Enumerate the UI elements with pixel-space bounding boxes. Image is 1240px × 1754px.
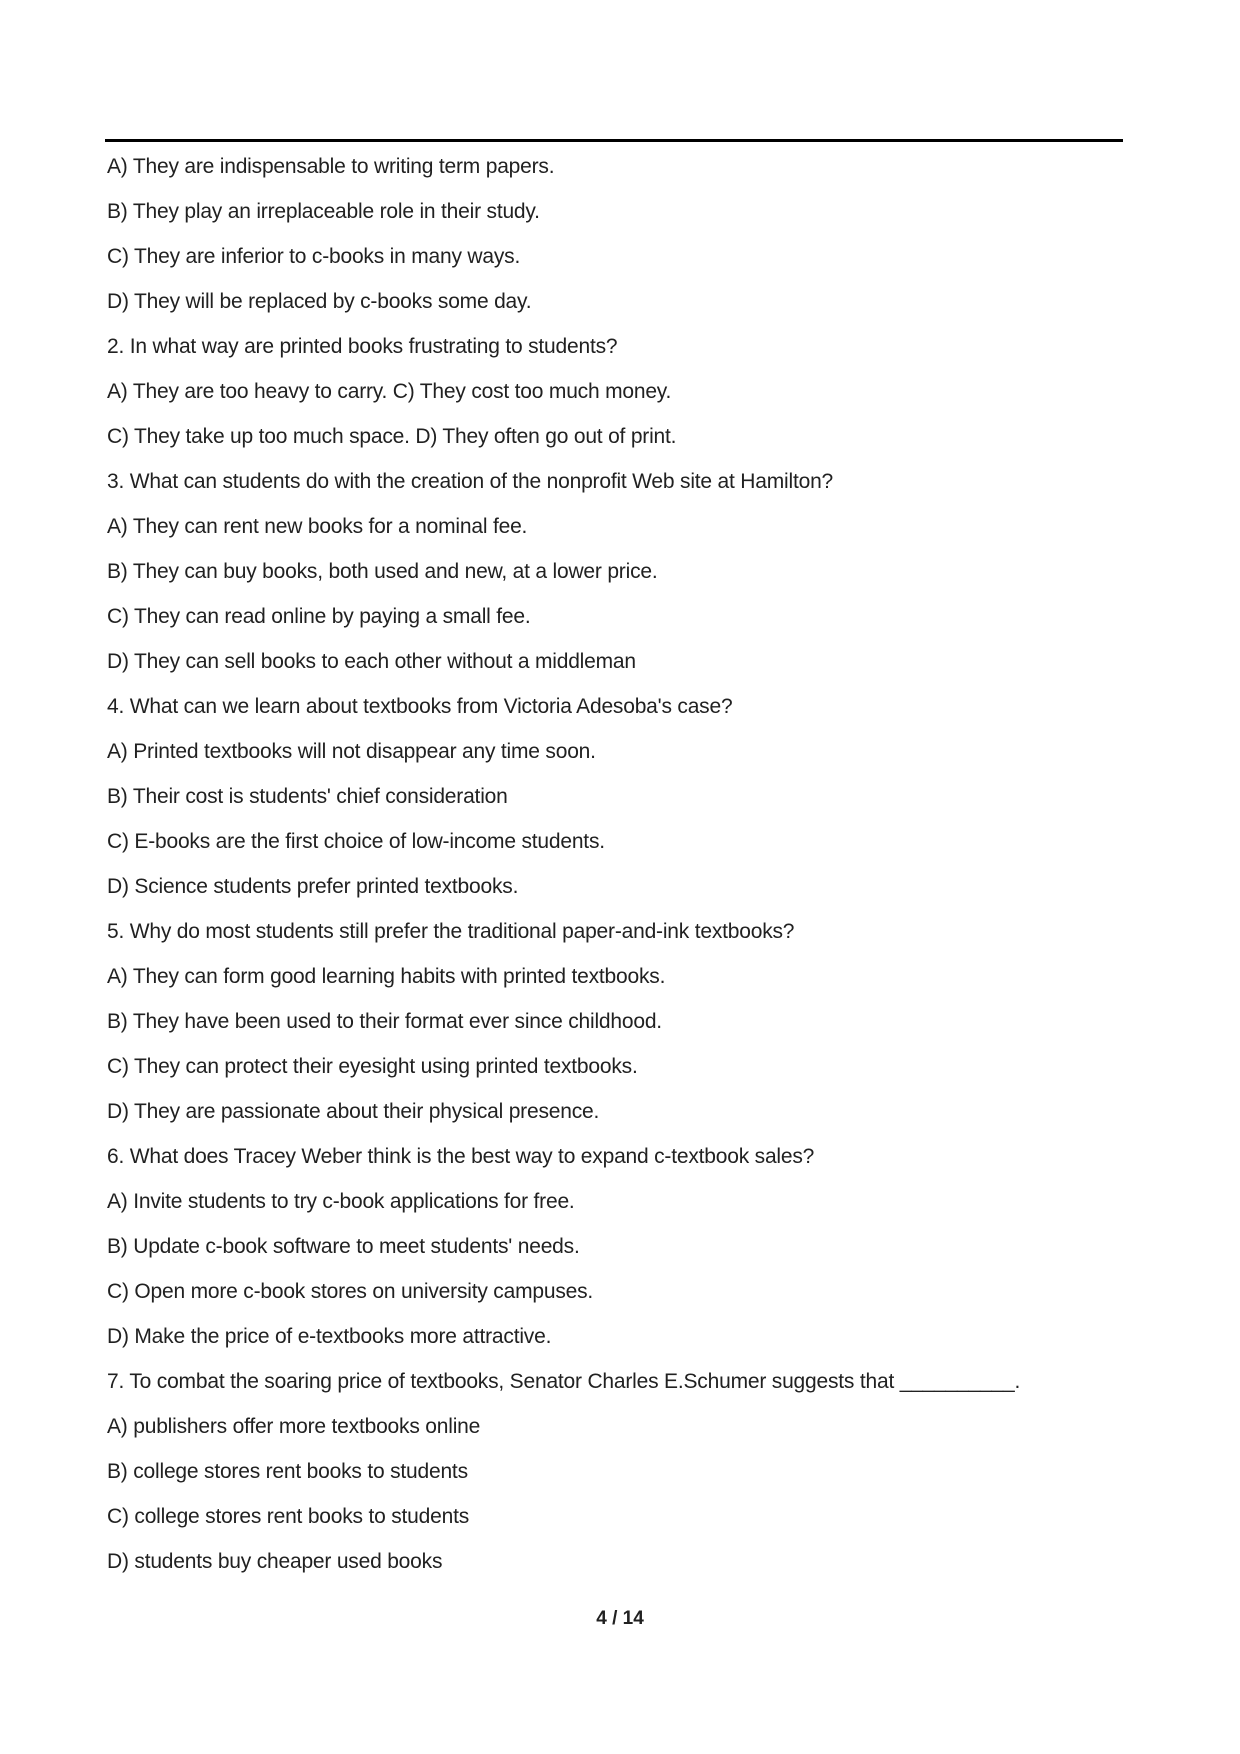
text-line: C) They can protect their eyesight using printed textbooks. [107, 1055, 638, 1078]
text-line: 5. Why do most students still prefer the traditional paper-and-ink textbooks? [107, 920, 795, 943]
text-line: D) They are passionate about their physical presence. [107, 1100, 600, 1123]
page-number-text: 4 / 14 [596, 1608, 644, 1629]
text-line: C) Open more c-book stores on university campuses. [107, 1280, 594, 1303]
text-line: D) They can sell books to each other without a middleman [107, 650, 636, 673]
text-line: B) They can buy books, both used and new, at a lower price. [107, 560, 658, 583]
text-line: C) college stores rent books to students [107, 1505, 470, 1528]
text-line: 2. In what way are printed books frustrating to students? [107, 335, 618, 358]
questions-text-block [107, 144, 1207, 1584]
text-line: C) They can read online by paying a small fee. [107, 605, 531, 628]
text-line: C) E-books are the first choice of low-income students. [107, 830, 605, 853]
text-line: A) Invite students to try c-book applications for free. [107, 1190, 575, 1213]
header-divider-line [105, 139, 1123, 142]
text-line: A) They are indispensable to writing term papers. [107, 155, 555, 178]
text-line: B) Update c-book software to meet students' needs. [107, 1235, 580, 1258]
text-line: D) They will be replaced by c-books some day. [107, 290, 532, 313]
text-line: B) They play an irreplaceable role in their study. [107, 200, 540, 223]
text-line: 4. What can we learn about textbooks from Victoria Adesoba's case? [107, 695, 733, 718]
text-line: B) college stores rent books to students [107, 1460, 468, 1483]
text-line: D) Science students prefer printed textbooks. [107, 875, 519, 898]
text-line: A) publishers offer more textbooks online [107, 1415, 481, 1438]
text-line: C) They are inferior to c-books in many ways. [107, 245, 521, 268]
text-line: A) They can form good learning habits with printed textbooks. [107, 965, 666, 988]
text-line: C) They take up too much space. D) They often go out of print. [107, 425, 677, 448]
text-line: B) They have been used to their format ever since childhood. [107, 1010, 662, 1033]
text-line: D) students buy cheaper used books [107, 1550, 443, 1573]
text-line: 3. What can students do with the creation of the nonprofit Web site at Hamilton? [107, 470, 834, 493]
text-line: A) They can rent new books for a nominal fee. [107, 515, 528, 538]
text-line: A) They are too heavy to carry. C) They cost too much money. [107, 380, 672, 403]
text-line: A) Printed textbooks will not disappear any time soon. [107, 740, 596, 763]
text-line: 6. What does Tracey Weber think is the best way to expand c-textbook sales? [107, 1145, 815, 1168]
text-line: 7. To combat the soaring price of textbooks, Senator Charles E.Schumer suggests that __________. [107, 1370, 1021, 1393]
text-line: D) Make the price of e-textbooks more attractive. [107, 1325, 552, 1348]
text-line: B) Their cost is students' chief consideration [107, 785, 508, 808]
page-number [0, 1596, 1240, 1641]
